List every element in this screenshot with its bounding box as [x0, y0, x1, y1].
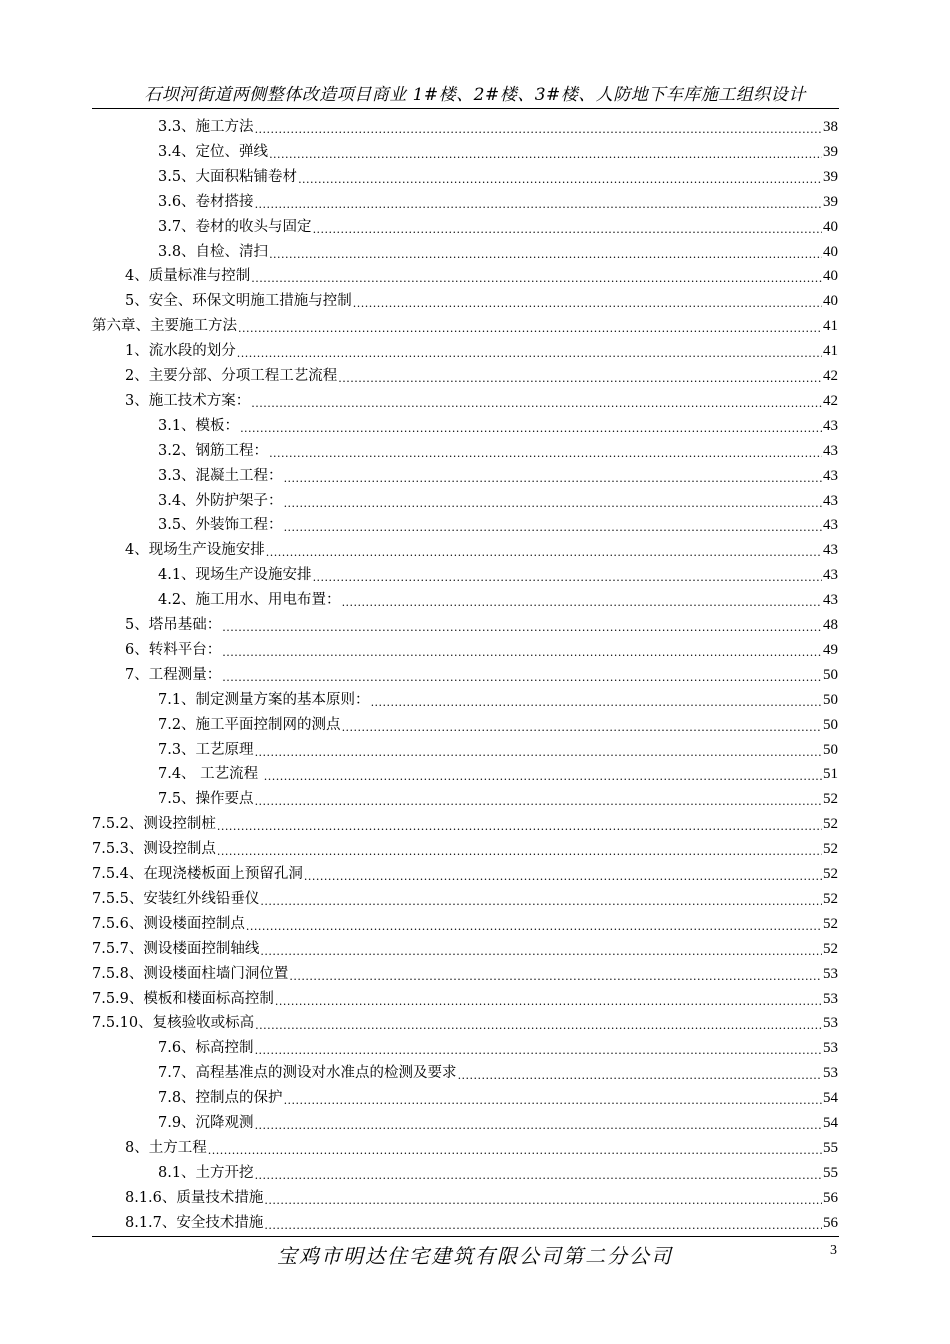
toc-entry[interactable] [125, 636, 838, 661]
toc-entry-title: 4.2、施工用水、用电布置： [158, 592, 341, 609]
toc-dot-leader [217, 846, 822, 858]
toc-dot-leader [342, 597, 822, 609]
toc-entry[interactable] [92, 885, 838, 910]
toc-dot-leader [251, 398, 822, 410]
toc-entry[interactable] [158, 711, 838, 736]
toc-dot-leader [208, 1145, 822, 1157]
toc-entry[interactable] [158, 1034, 838, 1059]
toc-entry[interactable] [125, 1184, 838, 1209]
toc-entry-title: 2、主要分部、分项工程工艺流程 [125, 368, 338, 384]
toc-dot-leader [284, 473, 822, 485]
toc-entry-title: 7.1、制定测量方案的基本原则： [158, 691, 370, 708]
toc-dot-leader [260, 896, 822, 908]
toc-entry-page: 50 [823, 741, 838, 758]
toc-entry[interactable] [92, 1009, 838, 1034]
toc-entry-page: 52 [823, 890, 838, 907]
toc-entry-title: 8、土方工程 [125, 1139, 207, 1156]
toc-entry-page: 52 [823, 816, 838, 833]
toc-entry-page: 43 [823, 417, 838, 434]
toc-dot-leader [266, 547, 822, 559]
toc-entry[interactable] [125, 661, 838, 686]
toc-entry-title: 8.1.7、安全技术措施 [125, 1214, 264, 1231]
toc-entry[interactable] [158, 1109, 838, 1134]
toc-dot-leader [217, 821, 822, 833]
toc-entry[interactable] [158, 412, 838, 437]
toc-entry-title: 4.1、现场生产设施安排 [158, 567, 312, 584]
toc-entry-title: 7.4、 工艺流程 [158, 766, 263, 783]
toc-dot-leader [222, 647, 822, 659]
toc-entry-page: 53 [823, 1065, 838, 1082]
toc-entry[interactable] [158, 760, 838, 785]
toc-entry[interactable] [125, 536, 838, 561]
toc-dot-leader [255, 199, 822, 211]
toc-dot-leader [338, 373, 822, 385]
toc-dot-leader [275, 996, 822, 1008]
toc-entry-page: 53 [823, 990, 838, 1007]
toc-entry[interactable] [158, 462, 838, 487]
toc-entry-page: 43 [823, 467, 838, 484]
footer-divider [92, 1236, 839, 1237]
toc-dot-leader [237, 348, 822, 360]
toc-entry-page: 55 [823, 1139, 838, 1156]
toc-entry[interactable] [158, 113, 838, 138]
toc-dot-leader [222, 622, 822, 634]
toc-dot-leader [255, 747, 822, 759]
toc-entry-title: 3.3、施工方法 [158, 119, 254, 135]
toc-entry-page: 43 [823, 442, 838, 459]
toc-entry-page: 48 [823, 617, 838, 633]
toc-entry-page: 43 [823, 542, 838, 559]
toc-entry-page: 40 [823, 268, 838, 285]
toc-dot-leader [458, 1070, 822, 1082]
toc-entry-page: 49 [823, 641, 838, 658]
toc-entry-page: 40 [823, 218, 838, 235]
toc-entry[interactable] [92, 985, 838, 1010]
toc-dot-leader [342, 722, 822, 734]
toc-entry-title: 7.2、施工平面控制网的测点 [158, 716, 341, 733]
toc-entry-page: 41 [823, 343, 838, 360]
toc-dot-leader [222, 672, 822, 684]
toc-dot-leader [313, 572, 822, 584]
toc-dot-leader [371, 697, 822, 709]
toc-entry-title: 7、工程测量： [125, 666, 222, 683]
toc-entry-title: 3.4、外防护架子： [158, 492, 283, 509]
toc-entry[interactable] [125, 1134, 838, 1159]
toc-entry-page: 43 [823, 567, 838, 584]
toc-entry-title: 8.1.6、质量技术措施 [125, 1189, 264, 1206]
toc-entry-title: 5、塔吊基础： [125, 617, 222, 633]
toc-entry-title: 7.6、标高控制 [158, 1040, 254, 1057]
toc-entry[interactable] [125, 362, 838, 387]
toc-dot-leader [255, 796, 822, 808]
toc-entry[interactable] [125, 387, 838, 412]
toc-entry-page: 52 [823, 791, 838, 808]
toc-dot-leader [284, 522, 822, 534]
toc-entry[interactable] [92, 960, 838, 985]
toc-dot-leader [304, 871, 822, 883]
toc-entry-title: 8.1、土方开挖 [158, 1164, 254, 1181]
toc-entry[interactable] [92, 860, 838, 885]
toc-entry-page: 40 [823, 293, 838, 310]
toc-entry-page: 43 [823, 492, 838, 509]
toc-entry[interactable] [125, 337, 838, 362]
toc-entry[interactable] [92, 910, 838, 935]
toc-entry-title: 5、安全、环保文明施工措施与控制 [125, 293, 352, 310]
toc-entry-title: 7.3、工艺原理 [158, 741, 254, 758]
toc-entry-page: 52 [823, 866, 838, 882]
toc-entry-page: 42 [823, 368, 838, 384]
toc-entry-page: 52 [823, 940, 838, 957]
toc-entry-page: 39 [823, 168, 838, 185]
toc-dot-leader [298, 174, 822, 186]
toc-entry-page: 54 [823, 1090, 838, 1107]
toc-dot-leader [284, 498, 822, 510]
toc-entry-title: 3.6、卷材搭接 [158, 193, 254, 210]
toc-entry-title: 3.7、卷材的收头与固定 [158, 218, 312, 235]
toc-entry-title: 7.8、控制点的保护 [158, 1090, 283, 1107]
toc-dot-leader [353, 298, 822, 310]
toc-dot-leader [260, 946, 822, 958]
toc-entry[interactable] [158, 238, 838, 263]
toc-dot-leader [246, 921, 822, 933]
toc-entry-title: 3.5、大面积粘铺卷材 [158, 168, 298, 185]
toc-entry-title: 7.5、操作要点 [158, 791, 254, 808]
toc-entry-page: 56 [823, 1214, 838, 1231]
toc-entry[interactable] [125, 262, 838, 287]
toc-entry-title: 7.9、沉降观测 [158, 1115, 254, 1131]
toc-entry[interactable] [92, 835, 838, 860]
toc-entry-title: 7.5.7、测设楼面控制轴线 [92, 940, 260, 957]
toc-entry-page: 43 [823, 592, 838, 609]
toc-entry[interactable] [158, 686, 838, 711]
toc-entry-title: 7.5.2、测设控制桩 [92, 816, 216, 833]
toc-entry-title: 3、施工技术方案： [125, 392, 251, 409]
toc-entry-title: 7.5.8、测设楼面柱墙门洞位置 [92, 965, 289, 982]
toc-dot-leader [289, 971, 822, 983]
toc-entry-title: 3.1、模板： [158, 417, 240, 434]
toc-entry-page: 39 [823, 193, 838, 210]
toc-entry-title: 7.5.10、复核验收或标高 [92, 1015, 255, 1032]
toc-dot-leader [255, 1020, 822, 1032]
toc-dot-leader [264, 1195, 822, 1207]
toc-entry-title: 第六章、主要施工方法 [92, 318, 237, 335]
toc-entry-title: 1、流水段的划分 [125, 343, 236, 360]
toc-entry-title: 7.5.9、模板和楼面标高控制 [92, 990, 274, 1007]
toc-dot-leader [240, 423, 822, 435]
toc-entry[interactable] [92, 312, 838, 337]
toc-entry[interactable] [158, 736, 838, 761]
toc-dot-leader [313, 224, 822, 236]
toc-entry-page: 55 [823, 1164, 838, 1181]
toc-entry-title: 3.5、外装饰工程： [158, 517, 283, 534]
toc-entry[interactable] [125, 611, 838, 636]
toc-entry[interactable] [125, 1209, 838, 1234]
toc-dot-leader [269, 149, 822, 161]
toc-entry-title: 7.5.3、测设控制点 [92, 841, 216, 858]
toc-entry-title: 3.8、自检、清扫 [158, 243, 269, 260]
toc-dot-leader [251, 273, 822, 285]
toc-entry[interactable] [158, 138, 838, 163]
toc-entry[interactable] [158, 1084, 838, 1109]
toc-entry[interactable] [158, 163, 838, 188]
toc-entry-page: 53 [823, 1015, 838, 1032]
toc-entry[interactable] [158, 586, 838, 611]
toc-dot-leader [255, 124, 822, 136]
toc-entry-page: 38 [823, 119, 838, 135]
toc-entry[interactable] [158, 785, 838, 810]
toc-entry-page: 56 [823, 1189, 838, 1206]
toc-entry-title: 3.4、定位、弹线 [158, 143, 269, 160]
toc-dot-leader [269, 448, 822, 460]
toc-entry[interactable] [158, 188, 838, 213]
page-header-title: 石坝河街道两侧整体改造项目商业 1#楼、2#楼、3#楼、人防地下车库施工组织设计 [144, 85, 806, 105]
toc-entry[interactable] [158, 511, 838, 536]
footer-company-name: 宝鸡市明达住宅建筑有限公司第二分公司 [277, 1244, 673, 1268]
toc-entry[interactable] [92, 810, 838, 835]
toc-entry-title: 4、现场生产设施安排 [125, 542, 265, 559]
toc-dot-leader [269, 249, 822, 261]
header-divider [92, 108, 839, 109]
toc-entry-title: 7.5.5、安装红外线铅垂仪 [92, 890, 260, 907]
toc-entry-page: 50 [823, 716, 838, 733]
toc-entry[interactable] [125, 287, 838, 312]
toc-entry-title: 4、质量标准与控制 [125, 268, 251, 285]
toc-entry-page: 51 [823, 766, 838, 783]
toc-dot-leader [264, 1220, 822, 1232]
toc-dot-leader [255, 1120, 822, 1132]
page-number: 3 [830, 1243, 837, 1258]
toc-entry-page: 40 [823, 243, 838, 260]
toc-entry-page: 52 [823, 841, 838, 858]
toc-dot-leader [255, 1170, 822, 1182]
toc-entry[interactable] [158, 1159, 838, 1184]
toc-dot-leader [264, 771, 822, 783]
toc-entry-title: 3.2、钢筋工程： [158, 442, 269, 459]
toc-entry[interactable] [158, 487, 838, 512]
toc-entry-page: 42 [823, 392, 838, 409]
toc-entry-page: 43 [823, 517, 838, 534]
toc-entry-page: 50 [823, 666, 838, 683]
toc-entry[interactable] [158, 437, 838, 462]
toc-entry[interactable] [158, 1059, 838, 1084]
toc-entry-page: 54 [823, 1115, 838, 1131]
toc-entry-title: 6、转料平台： [125, 641, 222, 658]
toc-entry-page: 52 [823, 915, 838, 932]
toc-entry[interactable] [158, 213, 838, 238]
toc-dot-leader [284, 1095, 822, 1107]
toc-dot-leader [255, 1045, 822, 1057]
toc-entry-title: 7.5.4、在现浇楼板面上预留孔洞 [92, 866, 303, 882]
toc-entry-page: 53 [823, 965, 838, 982]
toc-entry[interactable] [92, 935, 838, 960]
toc-entry-page: 50 [823, 691, 838, 708]
toc-entry-title: 7.5.6、测设楼面控制点 [92, 915, 245, 932]
toc-entry-page: 41 [823, 318, 838, 335]
toc-entry-title: 7.7、高程基准点的测设对水准点的检测及要求 [158, 1065, 457, 1082]
toc-entry[interactable] [158, 561, 838, 586]
toc-entry-title: 3.3、混凝土工程： [158, 467, 283, 484]
toc-entry-page: 53 [823, 1040, 838, 1057]
toc-dot-leader [238, 323, 822, 335]
toc-entry-page: 39 [823, 143, 838, 160]
